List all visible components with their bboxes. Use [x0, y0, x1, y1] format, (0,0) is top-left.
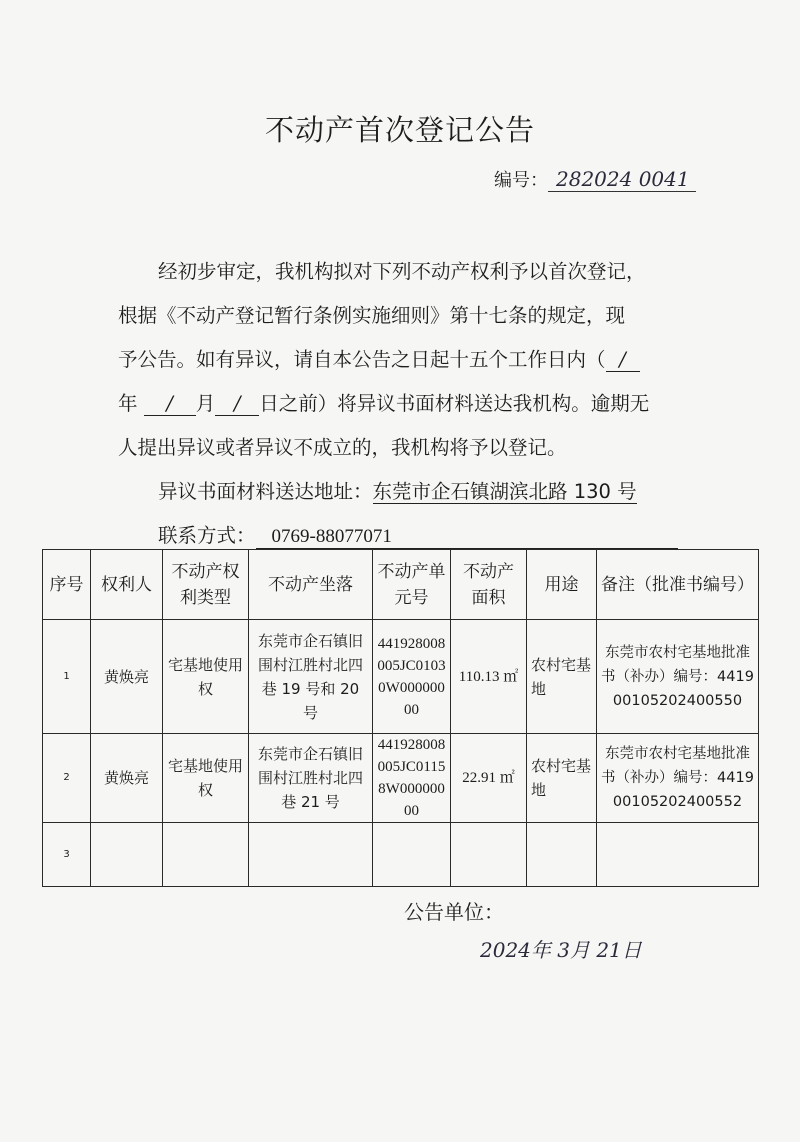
header-cell: 权利人: [91, 550, 163, 620]
usage-cell: 农村宅基地: [527, 734, 597, 823]
month-text: 月: [195, 392, 216, 415]
header-cell: 不动产面积: [451, 550, 527, 620]
day-text: 日之前）将异议书面材料送达我机构。逾期无: [259, 392, 650, 415]
right-type-cell: 宅基地使用权: [163, 620, 249, 734]
owner-cell: 黄焕亮: [91, 620, 163, 734]
note-cell: [597, 823, 759, 887]
owner-cell: 黄焕亮: [91, 734, 163, 823]
area-cell: 110.13 ㎡: [451, 620, 527, 734]
row-number: 1: [43, 620, 91, 734]
body-line-4: [118, 382, 698, 426]
table-row: [43, 734, 759, 823]
header-cell: 不动产单元号: [373, 550, 451, 620]
table-header-row: [43, 550, 759, 620]
location-cell: 东莞市企石镇旧围村江胜村北四巷 19 号和 20 号: [249, 620, 373, 734]
serial-number: [494, 166, 696, 192]
header-cell: 备注（批准书编号）: [597, 550, 759, 620]
page-title: 不动产首次登记公告: [264, 113, 535, 147]
contact-value: 0769-88077071: [256, 526, 678, 549]
unit-number-cell: 441928008005JC01158W00000000: [373, 734, 451, 823]
issuer-label: 公告单位：: [404, 900, 504, 924]
usage-cell: [527, 823, 597, 887]
usage-cell: 农村宅基地: [527, 620, 597, 734]
year-text: 年: [118, 392, 138, 415]
right-type-cell: 宅基地使用权: [163, 734, 249, 823]
location-cell: 东莞市企石镇旧围村江胜村北四巷 21 号: [249, 734, 373, 823]
body-line-5: 人提出异议或者异议不成立的，我机构将予以登记。: [118, 436, 567, 459]
body-line-3: [118, 338, 698, 382]
unit-number-cell: [373, 823, 451, 887]
blank-day: /: [215, 393, 259, 416]
property-table: [42, 549, 759, 887]
address-value: 东莞市企石镇湖滨北路 130 号: [372, 480, 637, 503]
body-line-2: 根据《不动产登记暂行条例实施细则》第十七条的规定，现: [118, 304, 626, 327]
header-cell: 不动产坐落: [249, 550, 373, 620]
area-cell: [451, 823, 527, 887]
table-row: [43, 620, 759, 734]
serial-label: 编号：: [494, 170, 548, 191]
area-cell: 22.91 ㎡: [451, 734, 527, 823]
row-number: 3: [43, 823, 91, 887]
body-line-1: 经初步审定，我机构拟对下列不动产权利予以首次登记，: [158, 260, 646, 283]
address-label: 异议书面材料送达地址：: [158, 480, 373, 503]
header-cell: 用途: [527, 550, 597, 620]
note-cell: 东莞市农村宅基地批准书（补办）编号：441900105202400550: [597, 620, 759, 734]
blank-year: /: [606, 349, 640, 372]
row-number: 2: [43, 734, 91, 823]
issue-date: 2024年 3月 21日: [480, 938, 642, 962]
table-row: [43, 823, 759, 887]
unit-number-cell: 441928008005JC01030W00000000: [373, 620, 451, 734]
header-cell: 序号: [43, 550, 91, 620]
owner-cell: [91, 823, 163, 887]
note-cell: 东莞市农村宅基地批准书（补办）编号：441900105202400552: [597, 734, 759, 823]
header-cell: 不动产权利类型: [163, 550, 249, 620]
location-cell: [249, 823, 373, 887]
contact-label: 联系方式：: [158, 524, 256, 547]
blank-month: /: [144, 393, 196, 416]
address-line: [118, 470, 698, 514]
right-type-cell: [163, 823, 249, 887]
serial-value: 282024 0041: [548, 167, 696, 192]
notice-body: [118, 250, 698, 558]
body-line-3-text: 予公告。如有异议，请自本公告之日起十五个工作日内（: [118, 348, 606, 371]
